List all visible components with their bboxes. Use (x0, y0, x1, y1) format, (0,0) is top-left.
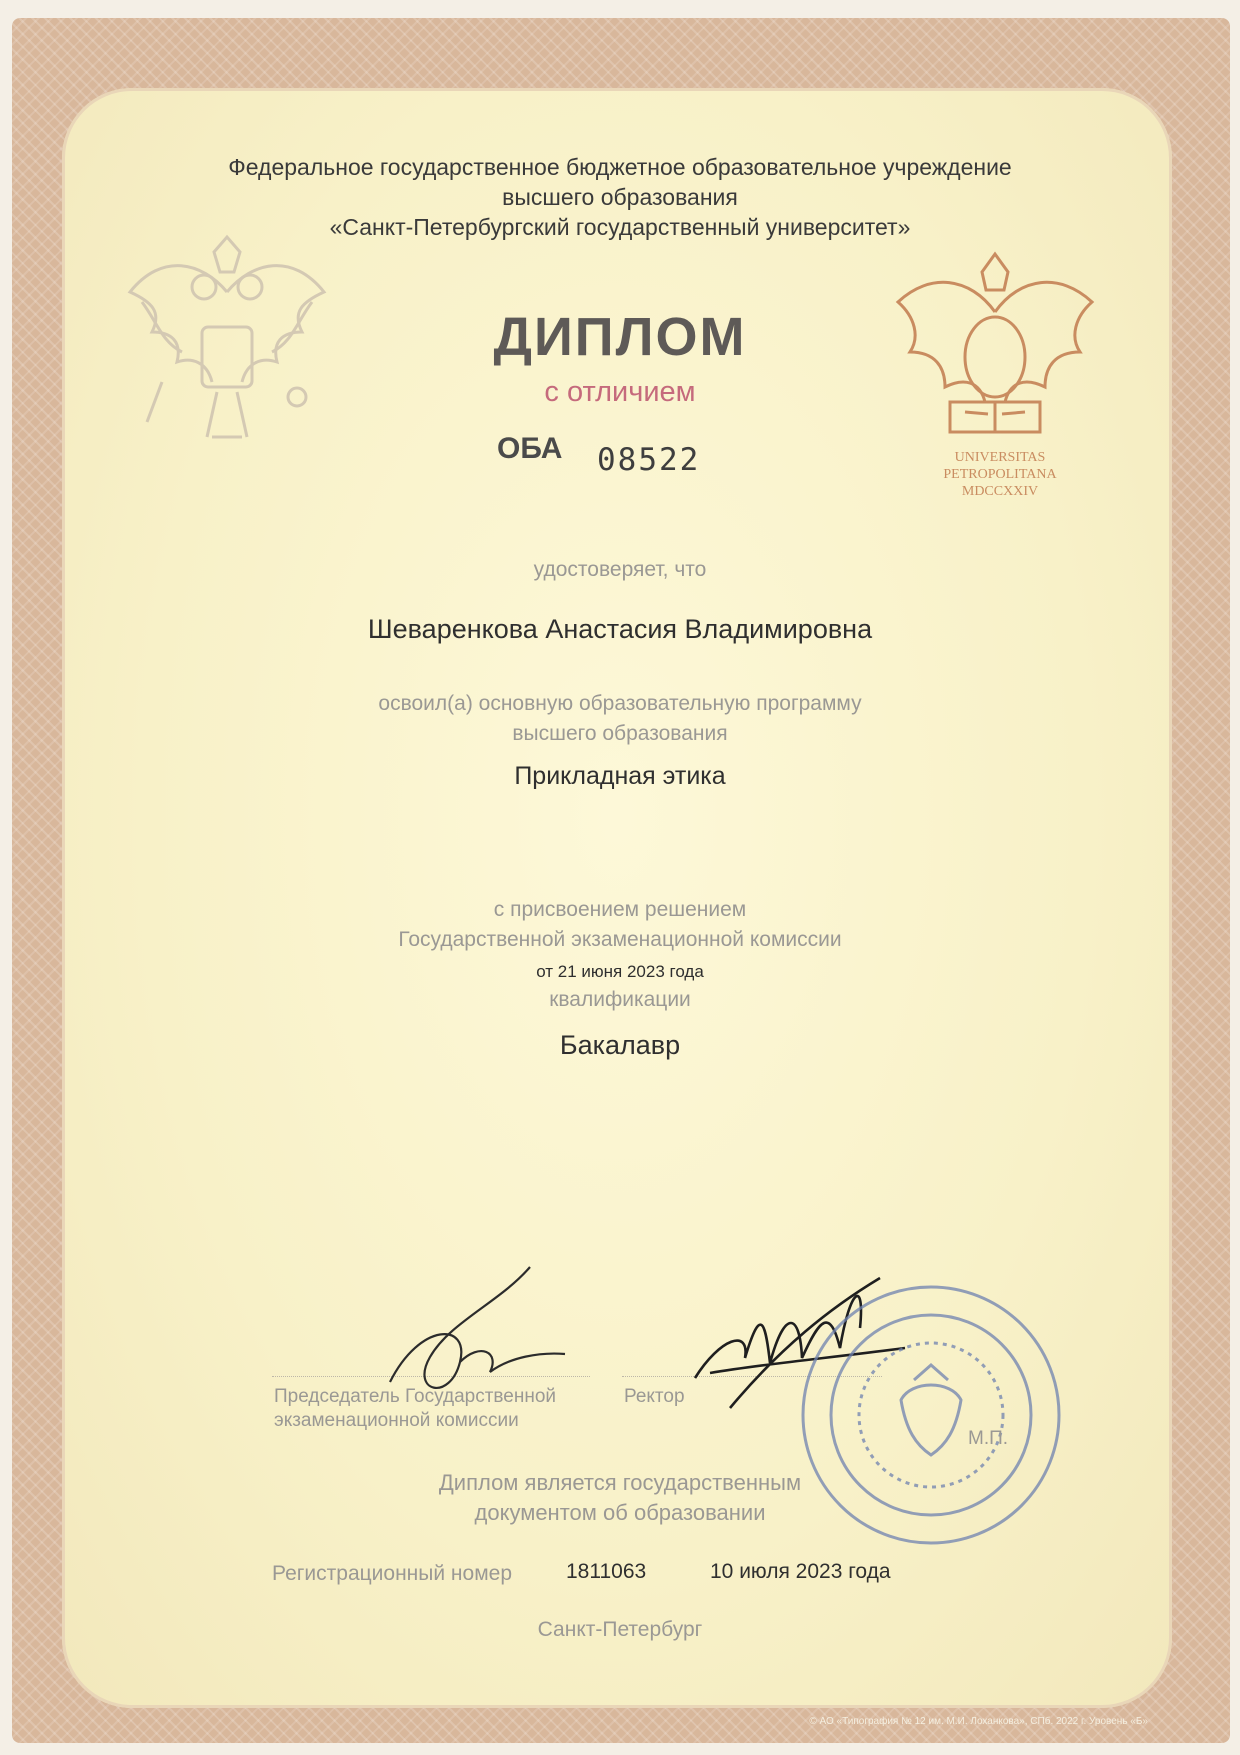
spbu-emblem-icon (890, 242, 1100, 452)
award-line-1: с присвоением решением (493, 898, 747, 921)
registration-number: 1811063 (566, 1560, 647, 1583)
status-line-2: документом об образовании (474, 1500, 766, 1525)
printer-note: © АО «Типография № 12 им. М.И. Лоханкова», СПб. 2022 г. Уровень «Б» (809, 1716, 1148, 1727)
diploma-number: 08522 (597, 442, 701, 478)
emblem-text-1: UNIVERSITAS (954, 450, 1046, 465)
mastered-line-1: освоил(а) основную образовательную программу (378, 692, 862, 715)
diploma-series: ОБА (497, 432, 563, 465)
institution-line-2: высшего образования (502, 184, 738, 210)
document-title: ДИПЛОМ (493, 307, 747, 367)
chair-title-line-2: экзаменационной комиссии (274, 1410, 519, 1431)
emblem-text-3: MDCCXXIV (961, 484, 1039, 499)
registration-date: 10 июля 2023 года (710, 1560, 891, 1583)
stamp-place-label: М.П. (968, 1428, 1009, 1449)
institution-line-1: Федеральное государственное бюджетное образовательное учреждение (228, 154, 1012, 180)
registration-label: Регистрационный номер (272, 1562, 512, 1585)
emblem-text-2: PETROPOLITANA (943, 467, 1057, 482)
program-name: Прикладная этика (514, 762, 726, 790)
award-line-2: Государственной экзаменационной комиссии (398, 928, 842, 951)
decision-date: от 21 июня 2023 года (536, 962, 704, 981)
mastered-line-2: высшего образования (512, 722, 728, 745)
qualification-value: Бакалавр (559, 1030, 681, 1060)
qualification-label: квалификации (549, 988, 691, 1011)
chair-title-line-1: Председатель Государственной (274, 1386, 557, 1407)
honors-label: с отличием (544, 376, 696, 408)
status-line-1: Диплом является государственным (438, 1470, 802, 1495)
graduate-name: Шеваренкова Анастасия Владимировна (367, 614, 873, 644)
institution-line-3: «Санкт-Петербургский государственный университет» (329, 214, 911, 240)
rector-title: Ректор (624, 1386, 685, 1407)
issue-city: Санкт-Петербург (537, 1618, 703, 1641)
certifies-text: удостоверяет, что (533, 558, 707, 581)
